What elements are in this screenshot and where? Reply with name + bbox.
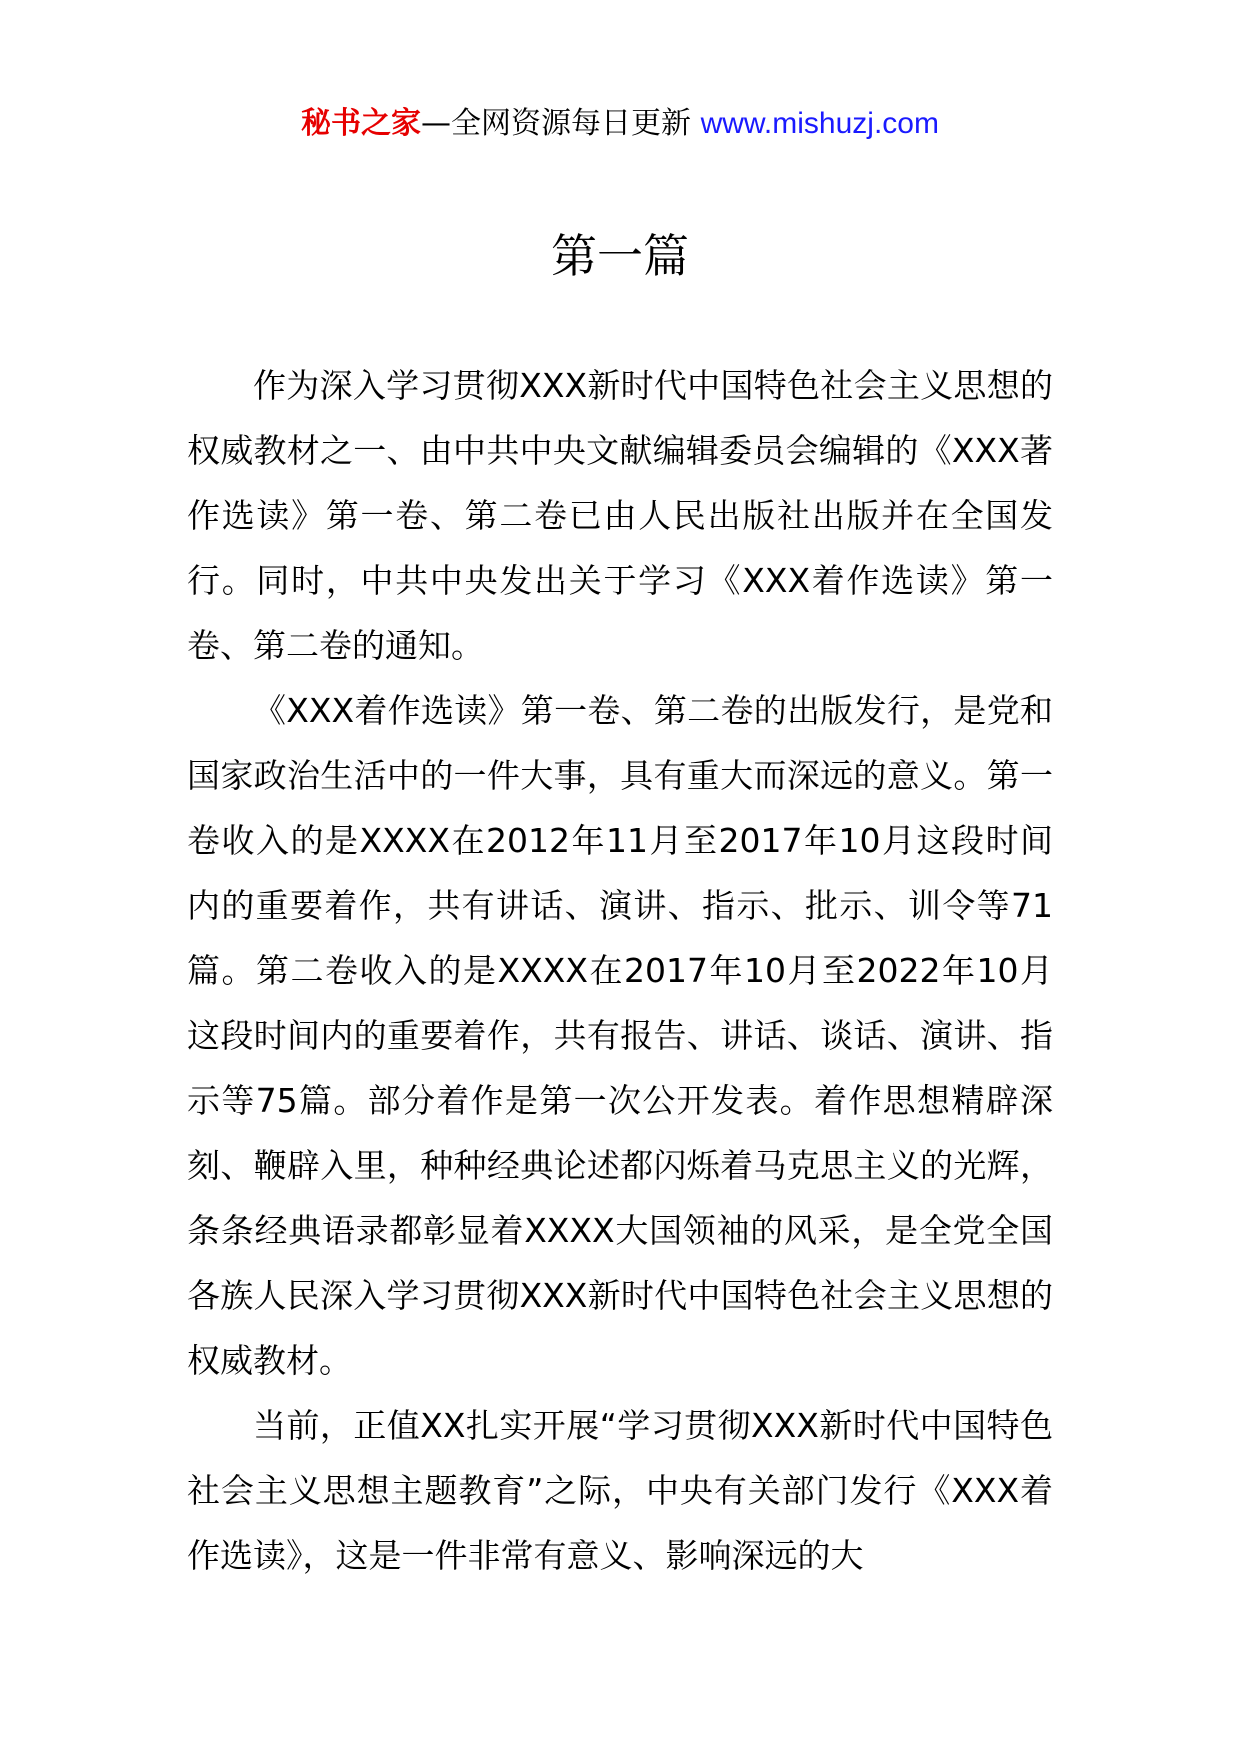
site-header: [0, 102, 1240, 146]
body-paragraph: 当前，正值XX扎实开展“学习贯彻XXX新时代中国特色社会主义思想主题教育”之际，中央有关部门发行《XXX着作选读》，这是一件非常有意义、影响深远的大: [187, 1406, 1053, 1575]
site-slogan: —全网资源每日更新: [421, 106, 701, 141]
body-paragraph: 作为深入学习贯彻XXX新时代中国特色社会主义思想的权威教材之一、由中共中央文献编辑委员会编辑的《XXX著作选读》第一卷、第二卷已由人民出版社出版并在全国发行。同时，中共中央发出关于学习《XXX着作选读》第一卷、第二卷的通知。: [187, 366, 1053, 665]
site-url-link[interactable]: www.mishuzj.com: [700, 107, 939, 140]
document-body: [187, 353, 1053, 1588]
body-paragraph: 《XXX着作选读》第一卷、第二卷的出版发行，是党和国家政治生活中的一件大事，具有重大而深远的意义。第一卷收入的是XXXX在2012年11月至2017年10月这段时间内的重要着作，共有讲话、演讲、指示、批示、训令等71篇。第二卷收入的是XXXX在2017年10月至2022年10月这段时间内的重要着作，共有报告、讲话、谈话、演讲、指示等75篇。部分着作是第一次公开发表。着作思想精辟深刻、鞭辟入里，种种经典论述都闪烁着马克思主义的光辉，条条经典语录都彰显着XXXX大国领袖的风采，是全党全国各族人民深入学习贯彻XXX新时代中国特色社会主义思想的权威教材。: [187, 691, 1053, 1380]
document-title: 第一篇: [551, 229, 689, 283]
site-brand: 秘书之家: [301, 106, 422, 141]
